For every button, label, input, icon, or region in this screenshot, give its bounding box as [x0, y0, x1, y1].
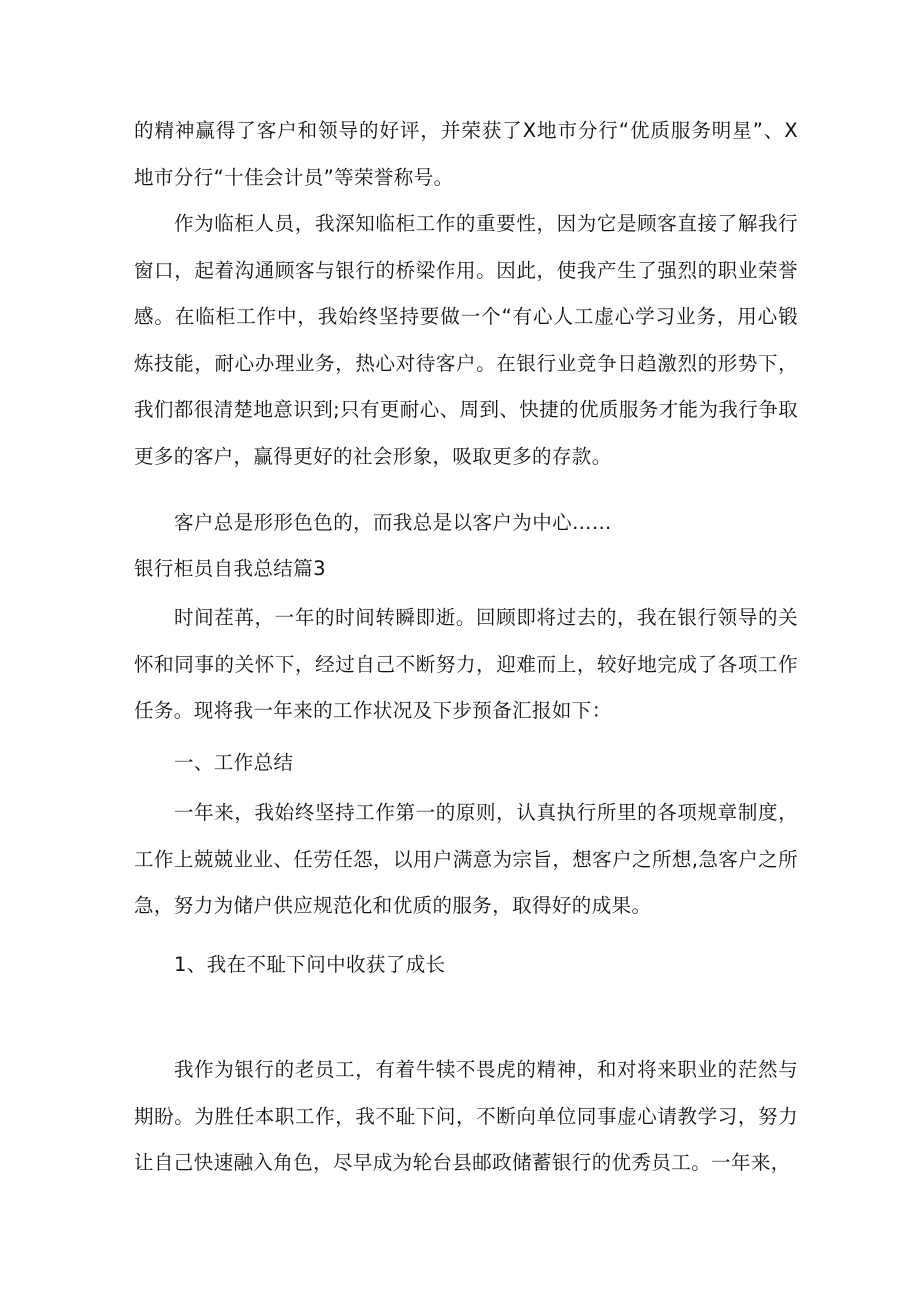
subheading-growth: 1、我在不耻下问中收获了成长 [174, 953, 446, 976]
section-title: 银行柜员自我总结篇3 [134, 557, 326, 580]
paragraph-work-principle: 一年来，我始终坚持工作第一的原则，认真执行所里的各项规章制度，工作上兢兢业业、任劳任怨，以用户满意为宗旨，想客户之所想,急客户之所急，努力为储户供应规范化和优质的服务，取得好的成果。 [134, 801, 798, 917]
paragraph-customer-centered: 客户总是形形色色的，而我总是以客户为中心…… [174, 511, 612, 534]
paragraph-year-review: 时间茬苒，一年的时间转瞬即逝。回顾即将过去的，我在银行领导的关怀和同事的关怀下，经过自己不断努力，迎难而上，较好地完成了各项工作任务。现将我一年来的工作状况及下步预备汇报如下： [134, 606, 798, 722]
paragraph-teller-role: 作为临柜人员，我深知临柜工作的重要性，因为它是顾客直接了解我行窗口，起着沟通顾客与银行的桥梁作用。因此，使我产生了强烈的职业荣誉感。在临柜工作中，我始终坚持要做一个“有心人工虚心学习业务，用心锻炼技能，耐心办理业务，热心对待客户。在银行业竞争日趋激烈的形势下，我们都很清楚地意识到;只有更耐心、周到、快捷的优质服务才能为我行争取更多的客户，赢得更好的社会形象，吸取更多的存款。 [134, 212, 798, 468]
subheading-work-summary: 一、工作总结 [174, 751, 294, 774]
paragraph-veteran-employee: 我作为银行的老员工，有着牛犊不畏虎的精神，和对将来职业的茫然与期盼。为胜任本职工作，我不耻下问，不断向单位同事虚心请教学习，努力让自己快速融入角色，尽早成为轮台县邮政储蓄银行的优秀员工。一年来， [134, 1058, 798, 1174]
paragraph-honors: 的精神赢得了客户和领导的好评，并荣获了X地市分行“优质服务明星”、X地市分行“十佳会计员”等荣誉称号。 [134, 119, 798, 189]
